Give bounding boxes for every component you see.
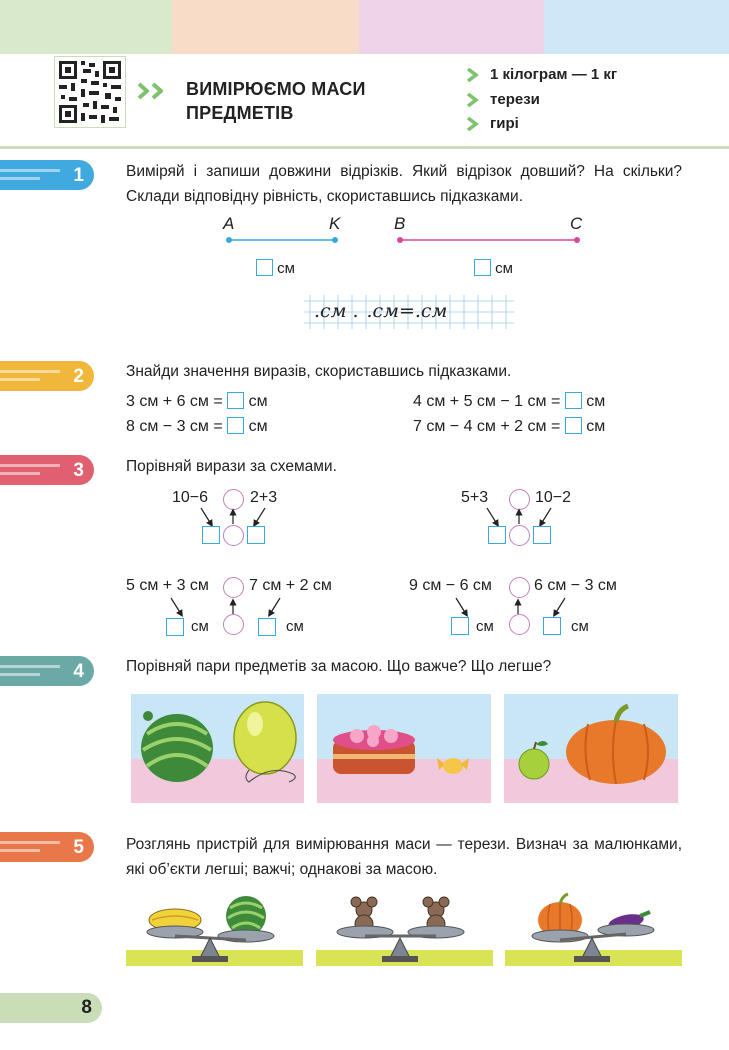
header-band-peach <box>172 0 359 54</box>
chevron-right-icon <box>465 117 479 131</box>
scale-pumpkin-eggplant[interactable] <box>520 892 670 966</box>
task-2-text: Знайди значення виразів, скориставшись підказками. <box>126 363 512 380</box>
task-number-badge <box>0 656 94 686</box>
unit-cm: см <box>476 618 494 635</box>
scale-mouse-mouse[interactable] <box>330 892 480 966</box>
answer-box[interactable] <box>202 526 220 544</box>
unit-cm: см <box>286 618 304 635</box>
answer-box[interactable] <box>258 618 276 636</box>
header-band-blue <box>544 0 729 54</box>
comparison-circle[interactable] <box>223 525 244 546</box>
segment-2-start-label: B <box>394 214 406 233</box>
task-1-text: Виміряй і запиши довжини відрізків. Який відрізок довший? На скільки? Склади відповідну рівність, скориставшись підказками. <box>126 163 682 205</box>
answer-box[interactable] <box>533 526 551 544</box>
comparison-circle[interactable] <box>223 614 244 635</box>
comparison-circle[interactable] <box>509 525 530 546</box>
scheme-c-right: 7 см + 2 см <box>249 577 332 594</box>
task-4-text: Порівняй пари предметів за масою. Що важче? Що легше? <box>126 658 552 675</box>
segment-1-start-label: A <box>223 214 235 233</box>
scheme-a-left: 10−6 <box>172 489 209 506</box>
segment-1-end-label: K <box>329 214 341 233</box>
lesson-title-line2: ПРЕДМЕТІВ <box>186 103 294 123</box>
scheme-a-right: 2+3 <box>250 489 278 506</box>
chevron-right-icon <box>465 93 479 107</box>
keyword-scales: терези <box>490 91 540 108</box>
answer-box[interactable] <box>166 618 184 636</box>
qr-code[interactable] <box>54 56 126 128</box>
lesson-title-line1: ВИМІРЮЄМО МАСИ <box>186 79 366 99</box>
unit-cm: см <box>571 618 589 635</box>
expression-row: 4 см + 5 см − 1 см = см <box>413 393 606 410</box>
answer-box[interactable] <box>565 417 582 434</box>
unit-cm: см <box>495 260 513 277</box>
picture-apple-pumpkin[interactable] <box>504 694 678 803</box>
comparison-circle[interactable] <box>509 577 530 598</box>
double-chevron-icon <box>137 82 173 100</box>
picture-cake-candy[interactable] <box>317 694 491 803</box>
length-ak-answer[interactable] <box>256 259 295 277</box>
page-number: 8 <box>81 997 92 1018</box>
expression-row: 8 см − 3 см = см <box>126 418 268 435</box>
picture-watermelon-balloon[interactable] <box>131 694 304 803</box>
length-bc-answer[interactable] <box>474 259 513 277</box>
keyword-kilogram: 1 кілограм — 1 кг <box>490 66 618 83</box>
task-number: 5 <box>73 837 84 858</box>
task-number-badge <box>0 160 94 190</box>
answer-box[interactable] <box>543 617 561 635</box>
scheme-arrows <box>165 596 285 618</box>
scale-melon-watermelon[interactable] <box>140 892 290 966</box>
segment-bc <box>396 235 582 245</box>
segment-ak <box>225 235 340 245</box>
answer-box[interactable] <box>227 392 244 409</box>
task-5-text: Розглянь пристрій для вимірювання маси — терези. Визнач за малюнками, які об’єкти легші; важчі; однакові за масою. <box>126 836 682 878</box>
scheme-d-left: 9 см − 6 см <box>409 577 492 594</box>
segment-2-end-label: C <box>570 214 583 233</box>
unit-cm: см <box>191 618 209 635</box>
task-number: 1 <box>73 165 84 186</box>
answer-box[interactable] <box>451 617 469 635</box>
comparison-circle[interactable] <box>223 577 244 598</box>
scheme-arrows <box>450 596 570 618</box>
lesson-title <box>186 77 366 125</box>
answer-box[interactable] <box>247 526 265 544</box>
answer-box[interactable] <box>227 417 244 434</box>
unit-cm: см <box>277 260 295 277</box>
expression-row: 7 см − 4 см + 2 см = см <box>413 418 606 435</box>
page-number-badge <box>0 993 102 1023</box>
comparison-circle[interactable] <box>509 614 530 635</box>
scheme-c-left: 5 см + 3 см <box>126 577 209 594</box>
chevron-right-icon <box>465 68 479 82</box>
answer-box[interactable] <box>565 392 582 409</box>
header-band-pink <box>359 0 544 54</box>
task-3-text: Порівняй вирази за схемами. <box>126 458 337 475</box>
answer-box[interactable] <box>488 526 506 544</box>
task-number-badge <box>0 455 94 485</box>
header-divider <box>0 146 729 149</box>
scheme-d-right: 6 см − 3 см <box>534 577 617 594</box>
task-number-badge <box>0 361 94 391</box>
scheme-b-left: 5+3 <box>461 489 489 506</box>
task-number-badge <box>0 832 94 862</box>
equation-template: .см . .см=.см <box>314 300 448 322</box>
scheme-b-right: 10−2 <box>535 489 572 506</box>
expression-row: 3 см + 6 см = см <box>126 393 268 410</box>
keyword-weights: гирі <box>490 115 519 132</box>
task-number: 3 <box>73 460 84 481</box>
task-number: 2 <box>73 366 84 387</box>
header-band-green <box>0 0 172 54</box>
task-number: 4 <box>73 661 84 682</box>
